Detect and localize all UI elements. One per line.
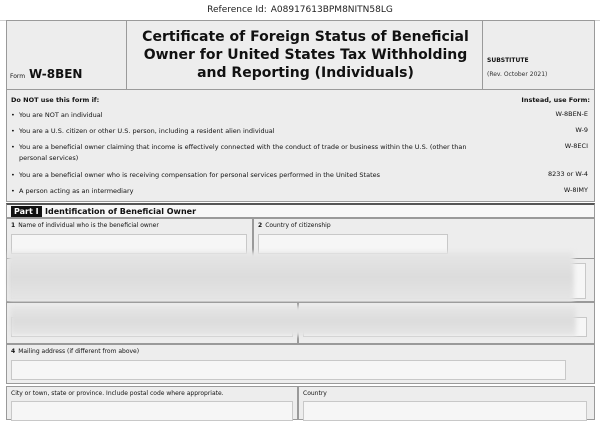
instruction-form: 8233 or W-4 <box>548 170 588 178</box>
instruction-item: • You are a U.S. citizen or other U.S. person, including a resident alien individual <box>19 126 489 137</box>
part-1-header <box>6 203 595 218</box>
form-prefix: Form <box>10 73 26 80</box>
instruction-item: • You are a beneficial owner who is receiving compensation for personal services performed in the United States <box>19 170 489 181</box>
instruction-item: • You are a beneficial owner claiming that income is effectively connected with the conduct of trade or business within the U.S. (other than personal services) <box>19 142 489 164</box>
instead-use-heading: Instead, use Form: <box>521 96 590 104</box>
form-id-box <box>7 21 127 89</box>
redacted-region <box>8 252 574 302</box>
mailing-address-field <box>6 344 595 384</box>
instruction-form: W-8BEN-E <box>555 110 588 118</box>
mailing-city-field <box>6 386 298 420</box>
mailing-country-field <box>298 386 595 420</box>
mailing-country-input[interactable] <box>303 401 587 421</box>
substitute-box <box>482 21 594 89</box>
form-id <box>10 67 82 81</box>
name-input[interactable] <box>11 234 247 254</box>
do-not-use-heading: Do NOT use this form if: <box>11 96 100 104</box>
mailing-address-label: 4 Mailing address (if different from above) <box>11 348 140 355</box>
instruction-form: W-8IMY <box>563 186 588 194</box>
mailing-city-label: City or town, state or province. Include postal code where appropriate. <box>11 390 224 397</box>
mailing-address-input[interactable] <box>11 360 566 380</box>
country-of-citizenship-label: 2 Country of citizenship <box>258 222 331 229</box>
instruction-form: W-8ECI <box>564 142 588 150</box>
mailing-country-label: Country <box>303 390 327 397</box>
part-tag: Part I <box>11 206 42 217</box>
form-header <box>6 20 595 90</box>
part-title: Identification of Beneficial Owner <box>45 207 197 216</box>
reference-bar <box>0 0 600 21</box>
instruction-item: • You are NOT an individual <box>19 110 489 121</box>
substitute-label: SUBSTITUTE <box>487 57 529 64</box>
redacted-region <box>10 306 576 336</box>
instruction-form: W-9 <box>575 126 588 134</box>
usage-instructions <box>6 90 595 202</box>
instruction-item: • A person acting as an intermediary <box>19 186 489 197</box>
form-number: W-8BEN <box>29 67 83 81</box>
name-label: 1 Name of individual who is the beneficial owner <box>11 222 159 229</box>
form-title: Certificate of Foreign Status of Beneficial Owner for United States Tax Withholding and Reporting (Individuals) <box>142 29 469 81</box>
reference-label: Reference Id: <box>207 5 267 15</box>
revision-label: (Rev. October 2021) <box>487 71 548 78</box>
mailing-city-input[interactable] <box>11 401 293 421</box>
reference-id: A08917613BPM8NITN58LG <box>270 5 393 15</box>
country-of-citizenship-input[interactable] <box>258 234 448 254</box>
